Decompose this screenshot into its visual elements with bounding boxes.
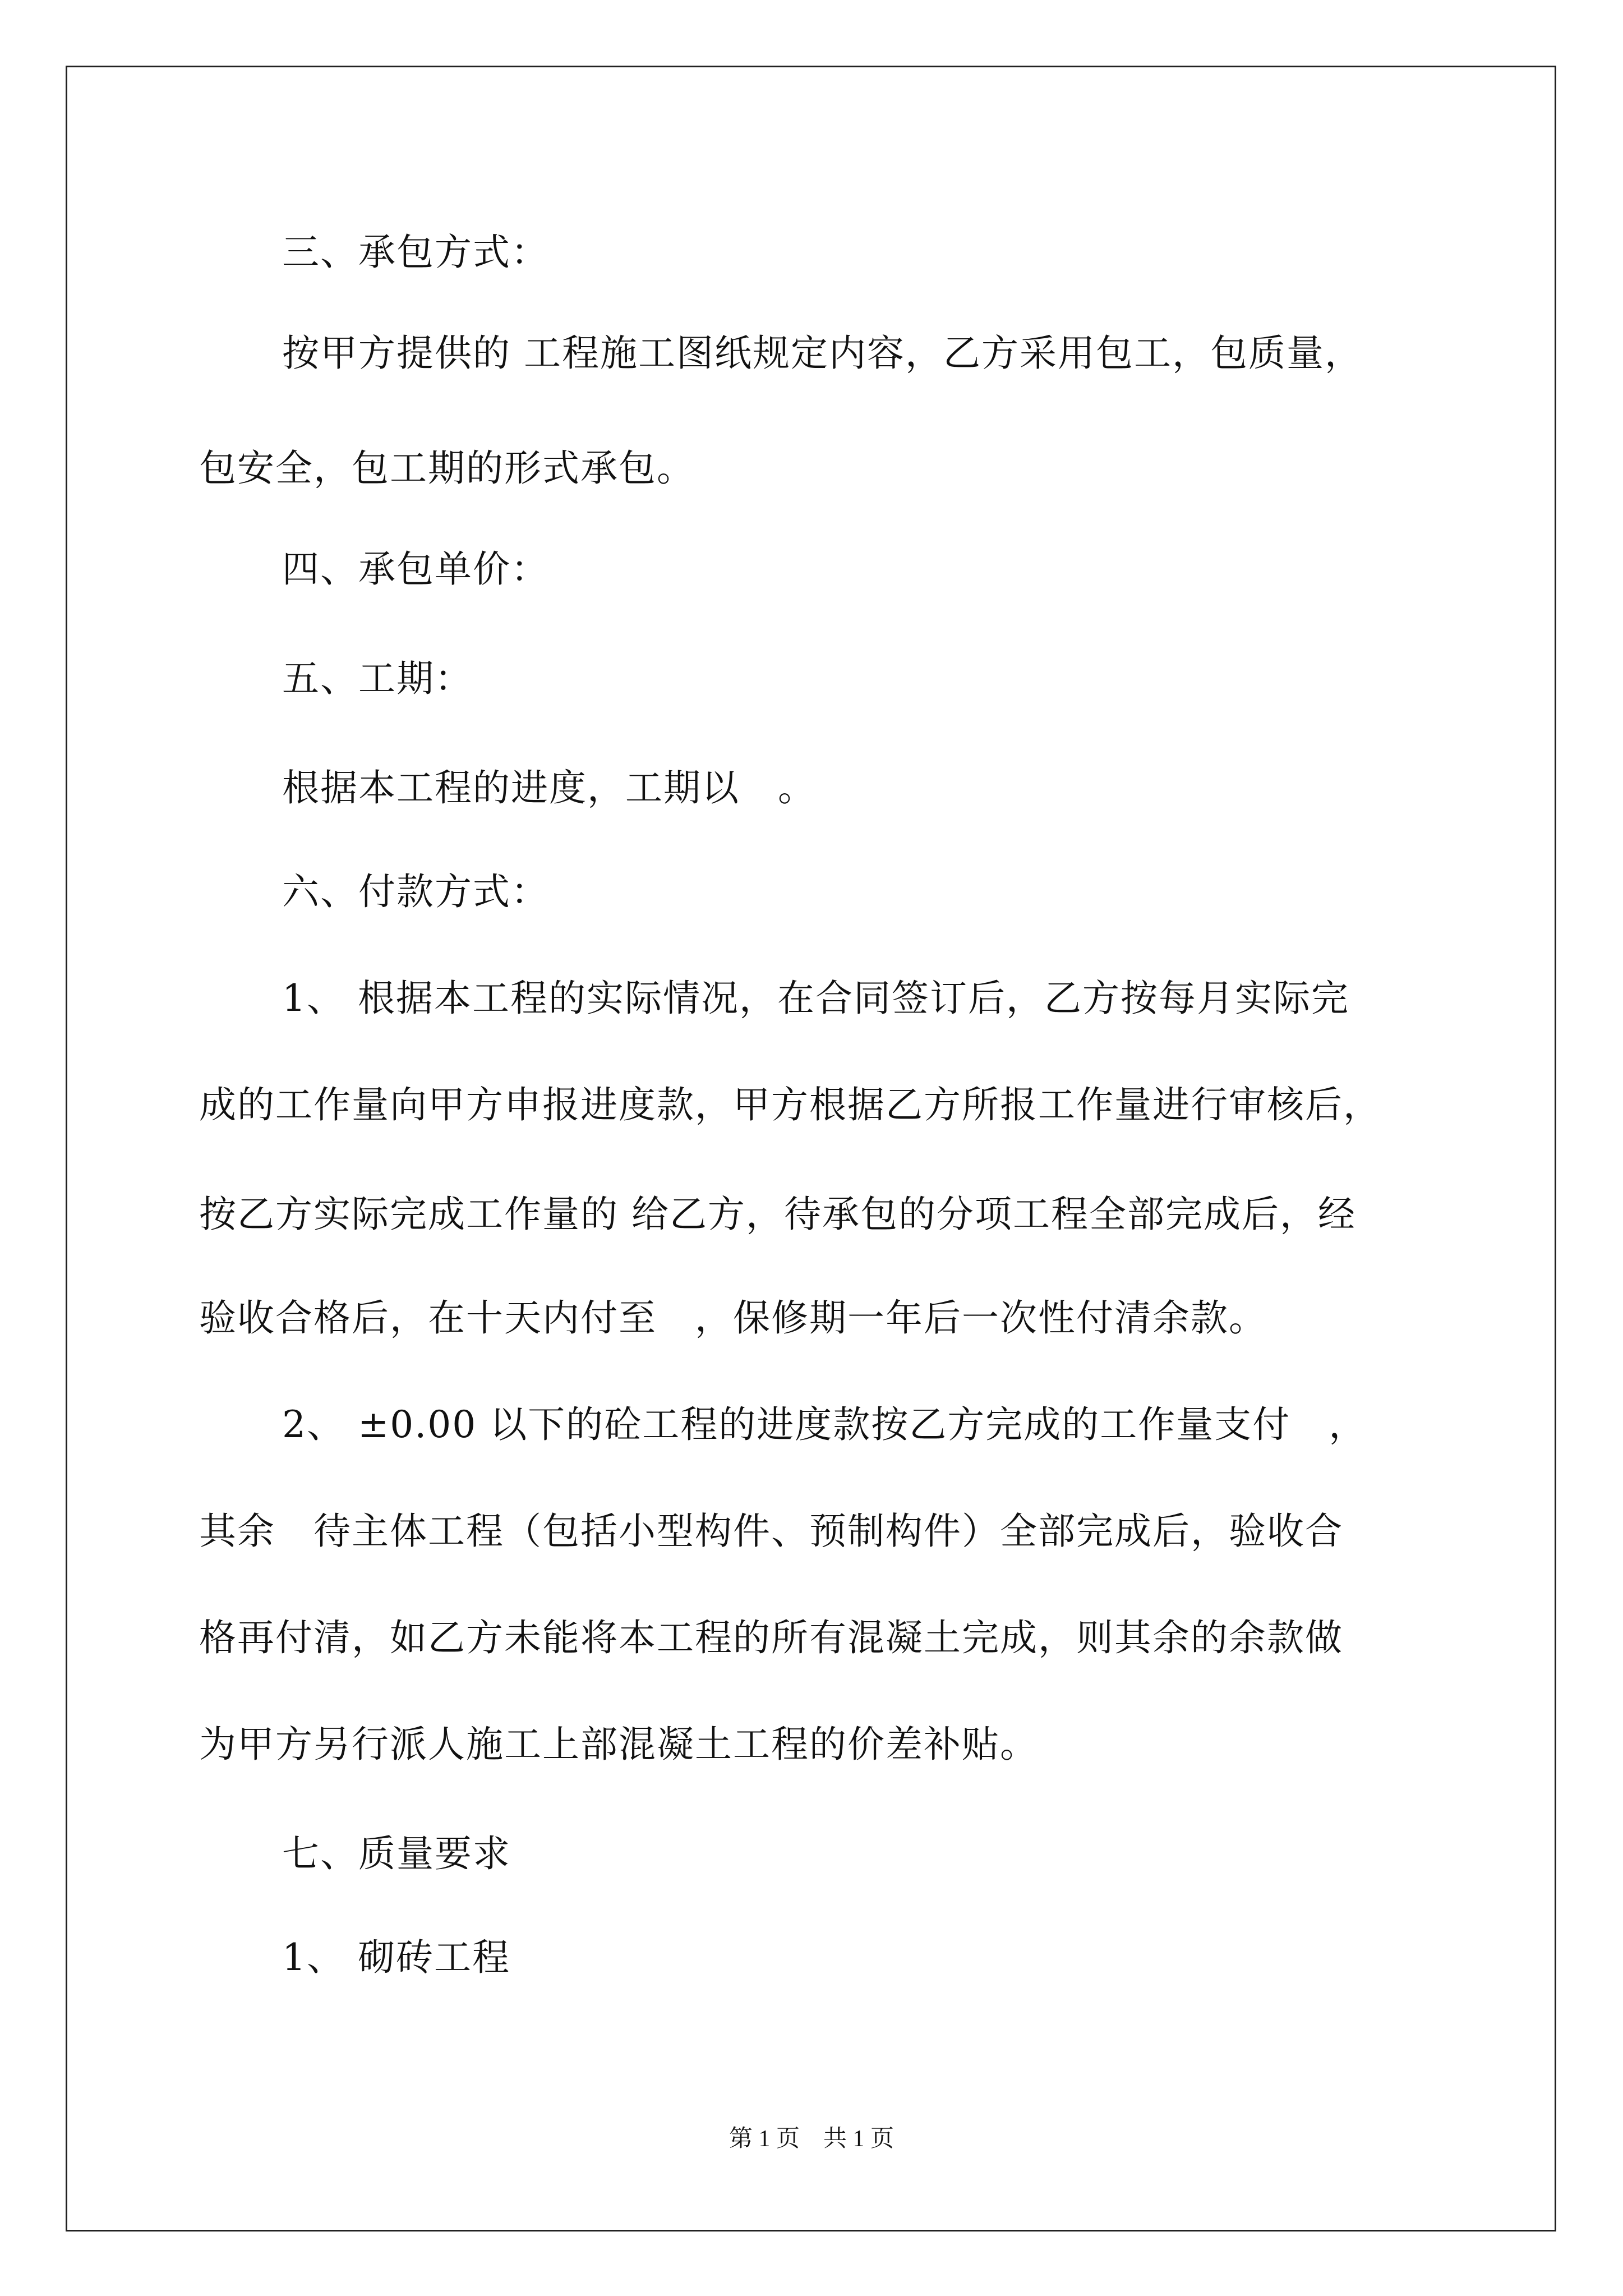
paragraph-line: 1、 根据本工程的实际情况，在合同签订后，乙方按每月实际完 bbox=[282, 977, 1349, 1020]
paragraph-line: 按乙方实际完成工作量的 给乙方，待承包的分项工程全部完成后，经 bbox=[199, 1193, 1356, 1236]
paragraph-line: 格再付清，如乙方未能将本工程的所有混凝土完成，则其余的余款做 bbox=[199, 1616, 1343, 1659]
section-heading-duration: 五、工期： bbox=[282, 657, 473, 700]
paragraph-line: 2、 ±0.00 以下的砼工程的进度款按乙方完成的工作量支付 ， bbox=[282, 1403, 1367, 1446]
section-heading-quality: 七、质量要求 bbox=[282, 1832, 511, 1875]
paragraph-line: 根据本工程的进度，工期以 。 bbox=[282, 766, 816, 809]
paragraph-line: 其余 待主体工程（包括小型构件、预制构件）全部完成后，验收合 bbox=[199, 1510, 1343, 1553]
section-heading-unit-price: 四、承包单价： bbox=[282, 547, 549, 591]
paragraph-line: 包安全，包工期的形式承包。 bbox=[199, 447, 695, 490]
section-heading-payment: 六、付款方式： bbox=[282, 870, 549, 913]
section-heading-contract-method: 三、承包方式： bbox=[282, 231, 549, 274]
paragraph-line: 验收合格后，在十天内付至 ，保修期一年后一次性付清余款。 bbox=[199, 1296, 1267, 1340]
paragraph-line: 按甲方提供的 工程施工图纸规定内容，乙方采用包工，包质量， bbox=[282, 332, 1363, 375]
subsection-heading-masonry: 1、 砌砖工程 bbox=[282, 1936, 510, 1979]
paragraph-line: 成的工作量向甲方申报进度款，甲方根据乙方所报工作量进行审核后， bbox=[199, 1083, 1381, 1126]
paragraph-line: 为甲方另行派人施工上部混凝土工程的价差补贴。 bbox=[199, 1723, 1038, 1766]
page-footer: 第 1 页 共 1 页 bbox=[728, 2126, 894, 2152]
page-border bbox=[66, 66, 1556, 2231]
